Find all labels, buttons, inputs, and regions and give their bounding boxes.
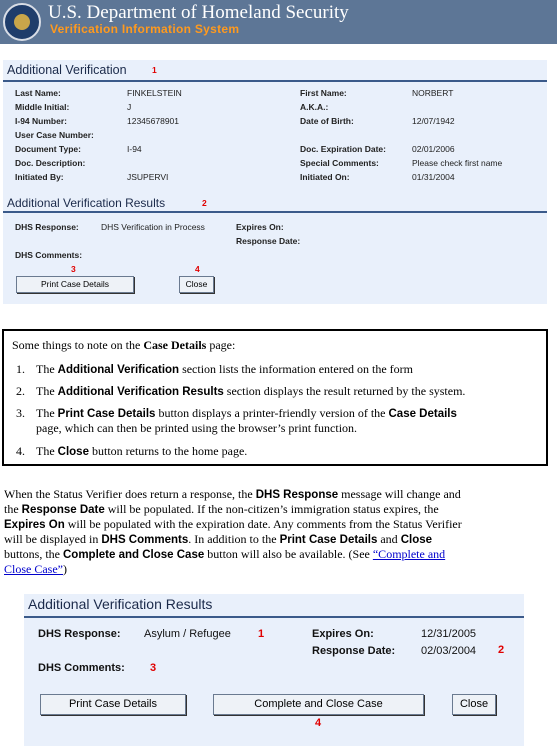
first-name-value: NORBERT <box>412 88 454 98</box>
special-comments-value: Please check first name <box>412 158 503 168</box>
expires-on-label: Expires On: <box>236 222 284 232</box>
dhs-comments-label: DHS Comments: <box>15 250 83 260</box>
section-divider <box>24 616 524 618</box>
complete-and-close-case-link-continued[interactable]: Close Case” <box>4 562 63 576</box>
print-case-details-button[interactable]: Print Case Details <box>16 276 134 293</box>
paragraph-line: will be displayed in DHS Comments. In addition to the Print Case Details and Close <box>4 532 433 546</box>
doc-expiration-label: Doc. Expiration Date: <box>300 144 386 154</box>
date-of-birth-label: Date of Birth: <box>300 116 354 126</box>
paragraph-line: the Response Date will be populated. If the non-citizen’s immigration status expires, the <box>4 502 439 516</box>
special-comments-label: Special Comments: <box>300 158 379 168</box>
doc-expiration-value: 02/01/2006 <box>412 144 455 154</box>
callout-marker-3: 3 <box>150 662 157 674</box>
dhs-response-label: DHS Response: <box>38 628 121 640</box>
middle-initial-label: Middle Initial: <box>15 102 70 112</box>
complete-and-close-case-link[interactable]: “Complete and <box>372 547 446 561</box>
note-item-1: 1. The Additional Verification section lists the information entered on the form <box>16 362 414 376</box>
complete-and-close-case-button[interactable]: Complete and Close Case <box>213 694 424 715</box>
section-title-results: Additional Verification Results <box>7 196 166 210</box>
callout-marker-1: 1 <box>258 628 265 640</box>
explanation-paragraph <box>4 487 556 576</box>
callout-marker-4: 4 <box>195 264 200 274</box>
case-details-panel <box>3 60 547 304</box>
document-type-label: Document Type: <box>15 144 81 154</box>
paragraph-line: When the Status Verifier does return a response, the DHS Response message will change and <box>4 487 461 501</box>
dhs-response-value: DHS Verification in Process <box>101 222 205 232</box>
paragraph-line: buttons, the Complete and Close Case button will also be available. (See “Complete and <box>4 547 446 561</box>
header-subtitle: Verification Information System <box>50 22 240 36</box>
aka-label: A.K.A.: <box>300 102 329 112</box>
seal-eagle-icon <box>14 14 30 30</box>
paragraph-line: Expires On will be populated with the expiration date. Any comments from the Status Verifier <box>4 517 462 531</box>
section-divider <box>3 211 547 213</box>
i94-number-label: I-94 Number: <box>15 116 67 126</box>
callout-marker-1: 1 <box>152 65 157 75</box>
middle-initial-value: J <box>127 102 132 112</box>
callout-marker-2: 2 <box>498 644 505 656</box>
dhs-response-label: DHS Response: <box>15 222 79 232</box>
app-header <box>0 0 557 44</box>
notes-intro: Some things to note on the Case Details page: <box>12 338 236 352</box>
response-date-label: Response Date: <box>312 645 396 657</box>
callout-marker-2: 2 <box>202 198 207 208</box>
document-type-value: I-94 <box>127 144 142 154</box>
last-name-value: FINKELSTEIN <box>127 88 182 98</box>
paragraph-line: Close Case”) <box>4 562 67 576</box>
user-case-number-label: User Case Number: <box>15 130 94 140</box>
initiated-by-label: Initiated By: <box>15 172 64 182</box>
print-case-details-button[interactable]: Print Case Details <box>40 694 186 715</box>
dhs-comments-label: DHS Comments: <box>38 662 125 674</box>
note-item-3: 3. The Print Case Details button displays a printer-friendly version of the Case Details <box>16 406 457 420</box>
dhs-seal-icon <box>3 3 41 41</box>
doc-description-label: Doc. Description: <box>15 158 86 168</box>
initiated-by-value: JSUPERVI <box>127 172 169 182</box>
last-name-label: Last Name: <box>15 88 61 98</box>
date-of-birth-value: 12/07/1942 <box>412 116 455 126</box>
close-button[interactable]: Close <box>179 276 214 293</box>
initiated-on-value: 01/31/2004 <box>412 172 455 182</box>
close-button[interactable]: Close <box>452 694 496 715</box>
header-title: U.S. Department of Homeland Security <box>48 2 349 23</box>
note-item-3-continued: page, which can then be printed using the browser’s print function. <box>36 421 358 435</box>
note-item-4: 4. The Close button returns to the home page. <box>16 444 248 458</box>
results-panel-example <box>24 594 524 746</box>
callout-marker-4: 4 <box>315 717 322 729</box>
i94-number-value: 12345678901 <box>127 116 180 126</box>
initiated-on-label: Initiated On: <box>300 172 350 182</box>
expires-on-value: 12/31/2005 <box>421 628 477 640</box>
note-item-2: 2. The Additional Verification Results section displays the result returned by the system. <box>16 384 466 398</box>
response-date-label: Response Date: <box>236 236 301 246</box>
notes-box <box>2 329 548 466</box>
callout-marker-3: 3 <box>71 264 76 274</box>
dhs-response-value: Asylum / Refugee <box>144 628 231 640</box>
expires-on-label: Expires On: <box>312 628 374 640</box>
response-date-value: 02/03/2004 <box>421 645 477 657</box>
section-title-results: Additional Verification Results <box>28 596 213 612</box>
section-divider <box>3 80 547 82</box>
section-title-additional-verification: Additional Verification <box>7 63 127 77</box>
first-name-label: First Name: <box>300 88 347 98</box>
